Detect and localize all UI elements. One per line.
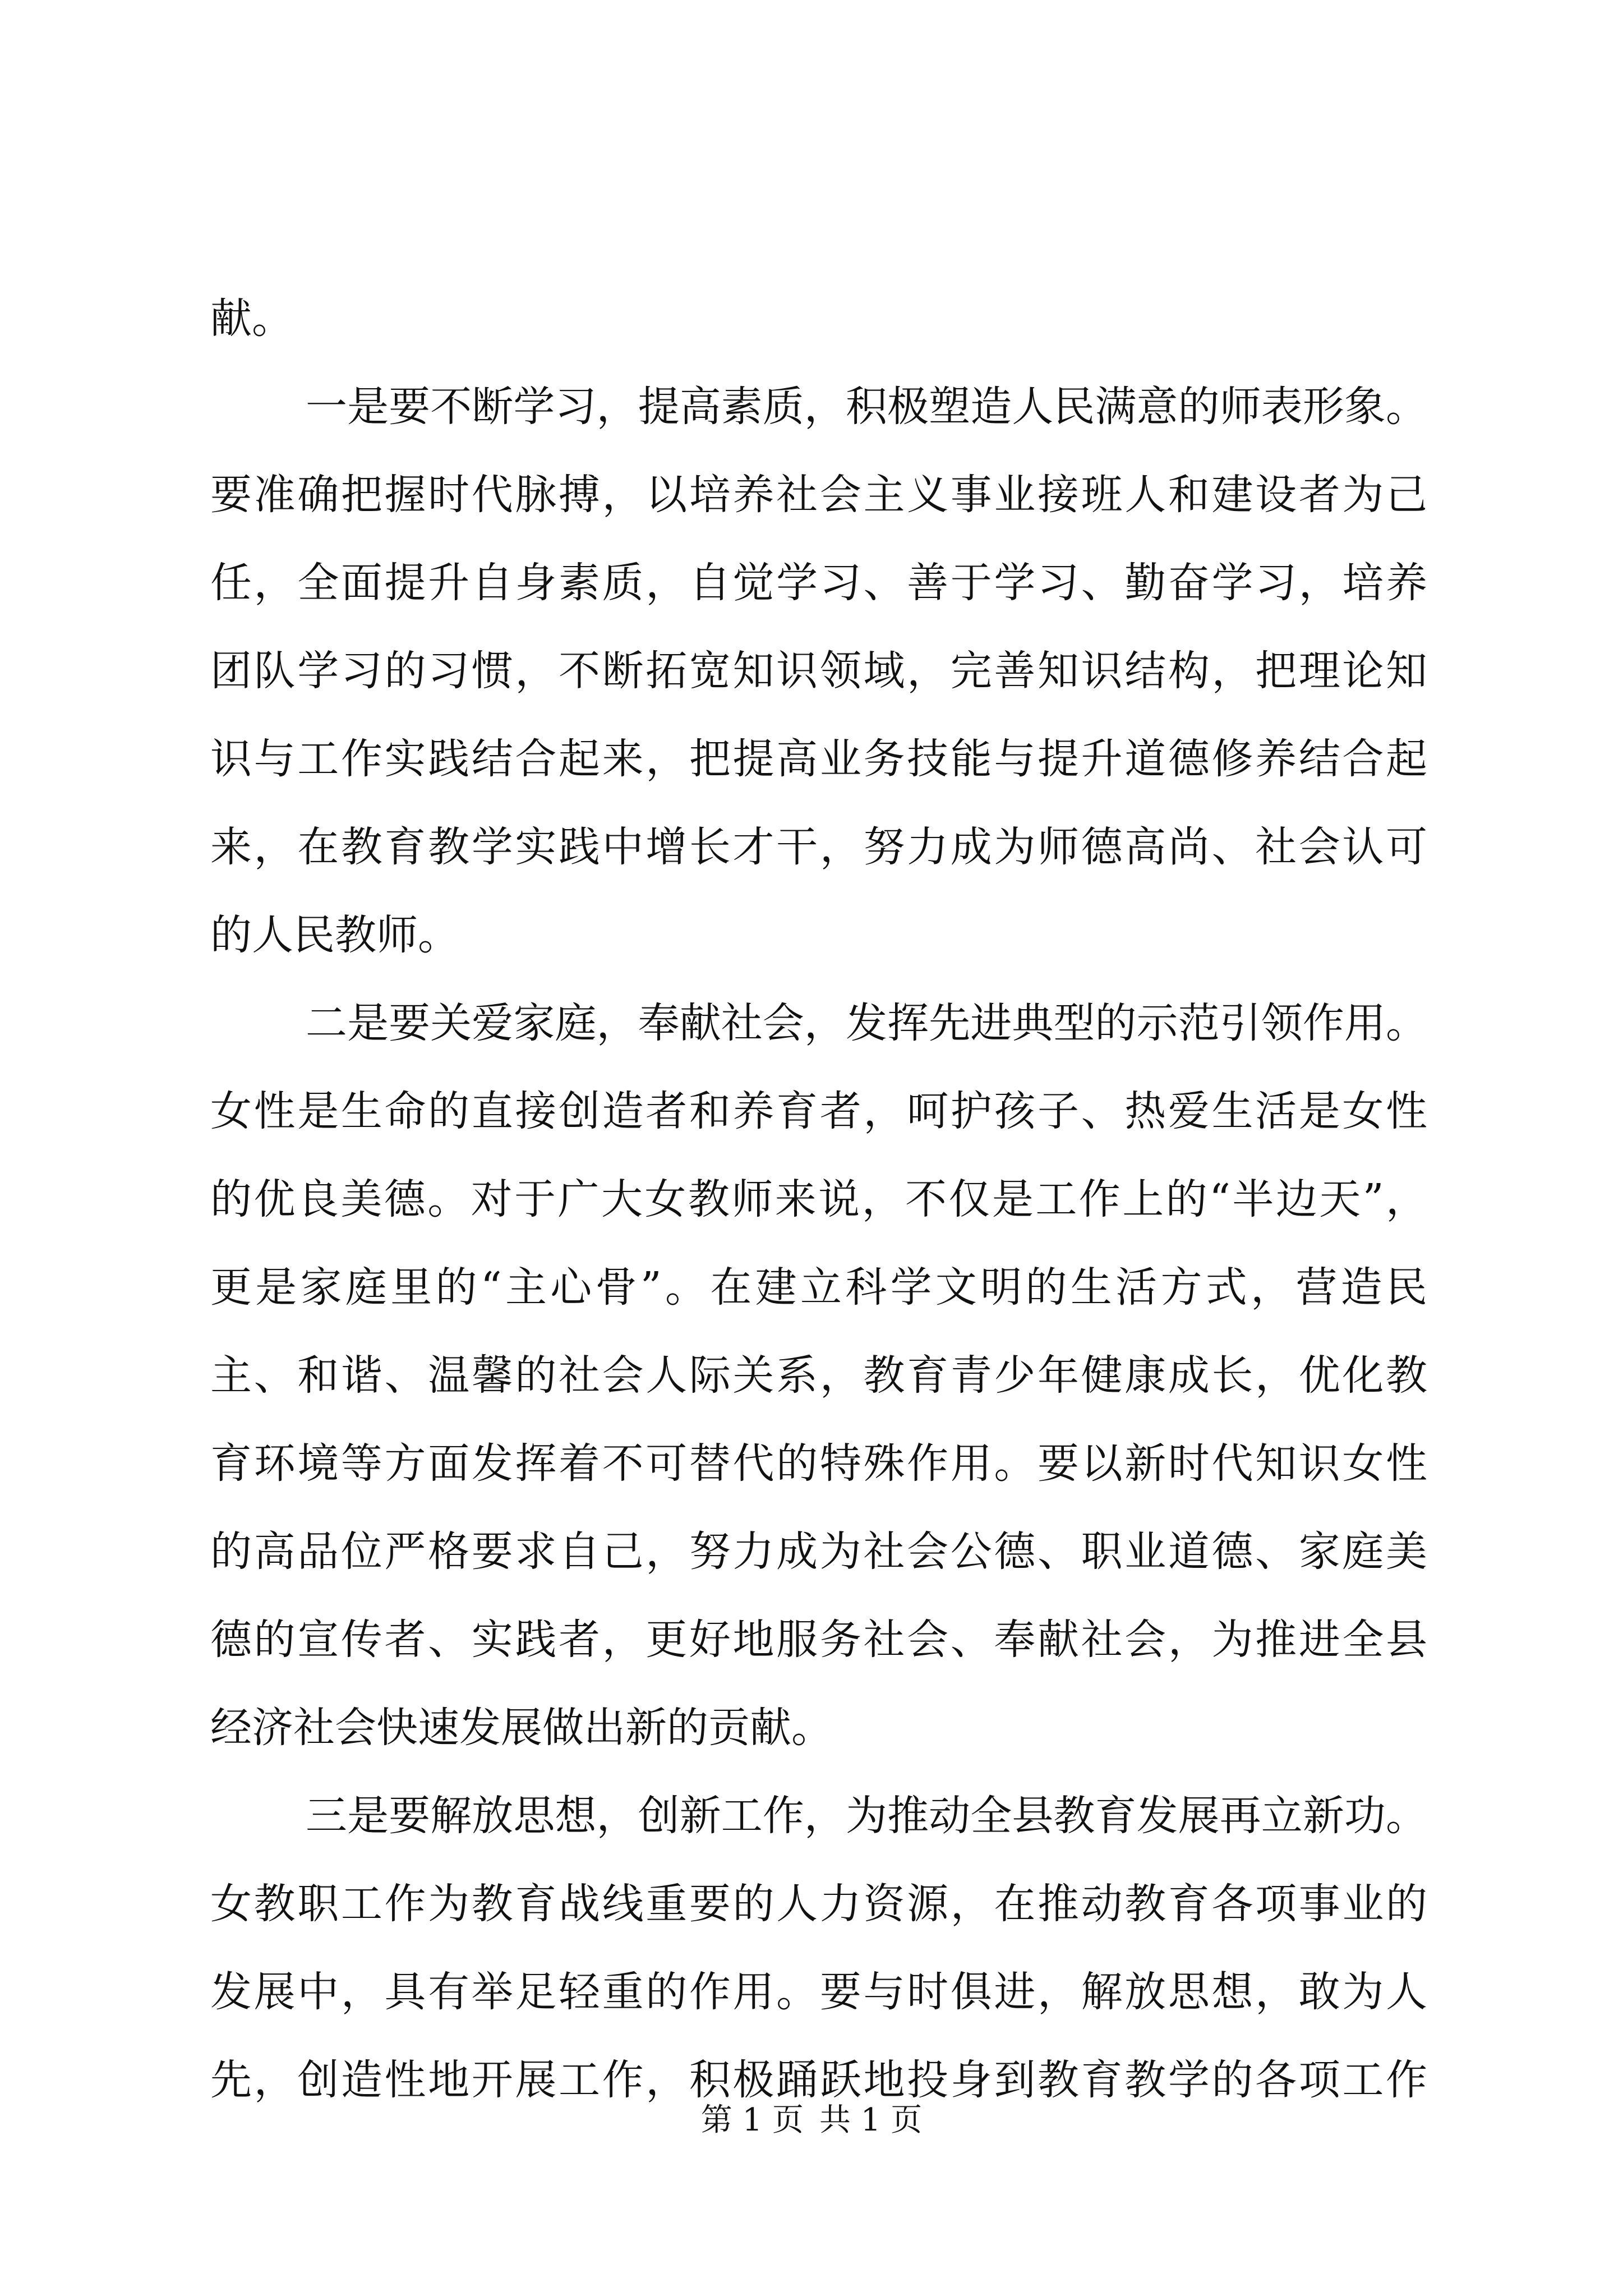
text-line: 主、和谐、温馨的社会人际关系，教育青少年健康成长，优化教 [210, 1351, 1427, 1400]
text-line: 先，创造性地开展工作，积极踊跃地投身到教育教学的各项工作 [210, 2056, 1427, 2104]
text-line: 团队学习的习惯，不断拓宽知识领域，完善知识结构，把理论知 [210, 647, 1427, 695]
text-line: 发展中，具有举足轻重的作用。要与时俱进，解放思想，敢为人 [210, 1968, 1427, 2016]
document-body [210, 275, 1427, 2124]
page-footer [0, 2101, 1623, 2140]
text-line: 德的宣传者、实践者，更好地服务社会、奉献社会，为推进全县 [210, 1616, 1427, 1664]
text-line: 的高品位严格要求自己，努力成为社会公德、职业道德、家庭美 [210, 1527, 1427, 1576]
text-line: 要准确把握时代脉搏，以培养社会主义事业接班人和建设者为己 [210, 471, 1427, 519]
text-line: 识与工作实践结合起来，把提高业务技能与提升道德修养结合起 [210, 735, 1427, 783]
text-line: 经济社会快速发展做出新的贡献。 [210, 1704, 833, 1752]
text-line: 任，全面提升自身素质，自觉学习、善于学习、勤奋学习，培养 [210, 559, 1427, 607]
text-line: 更是家庭里的“主心骨”。在建立科学文明的生活方式，营造民 [210, 1263, 1427, 1312]
page-total: 共 1 页 [819, 2102, 923, 2138]
text-line: 女教职工作为教育战线重要的人力资源，在推动教育各项事业的 [210, 1880, 1427, 1928]
text-line: 育环境等方面发挥着不可替代的特殊作用。要以新时代知识女性 [210, 1439, 1427, 1488]
text-line: 二是要关爱家庭，奉献社会，发挥先进典型的示范引领作用。 [306, 999, 1427, 1047]
page-number: 第 1 页 [700, 2102, 804, 2138]
text-line: 献。 [210, 295, 293, 343]
text-line: 三是要解放思想，创新工作，为推动全县教育发展再立新功。 [306, 1792, 1427, 1840]
text-line: 的人民教师。 [210, 911, 459, 959]
text-line: 一是要不断学习，提高素质，积极塑造人民满意的师表形象。 [306, 383, 1427, 431]
text-line: 女性是生命的直接创造者和养育者，呵护孩子、热爱生活是女性 [210, 1087, 1427, 1135]
text-line: 的优良美德。对于广大女教师来说，不仅是工作上的“半边天”， [210, 1175, 1427, 1223]
text-line: 来，在教育教学实践中增长才干，努力成为师德高尚、社会认可 [210, 823, 1427, 871]
